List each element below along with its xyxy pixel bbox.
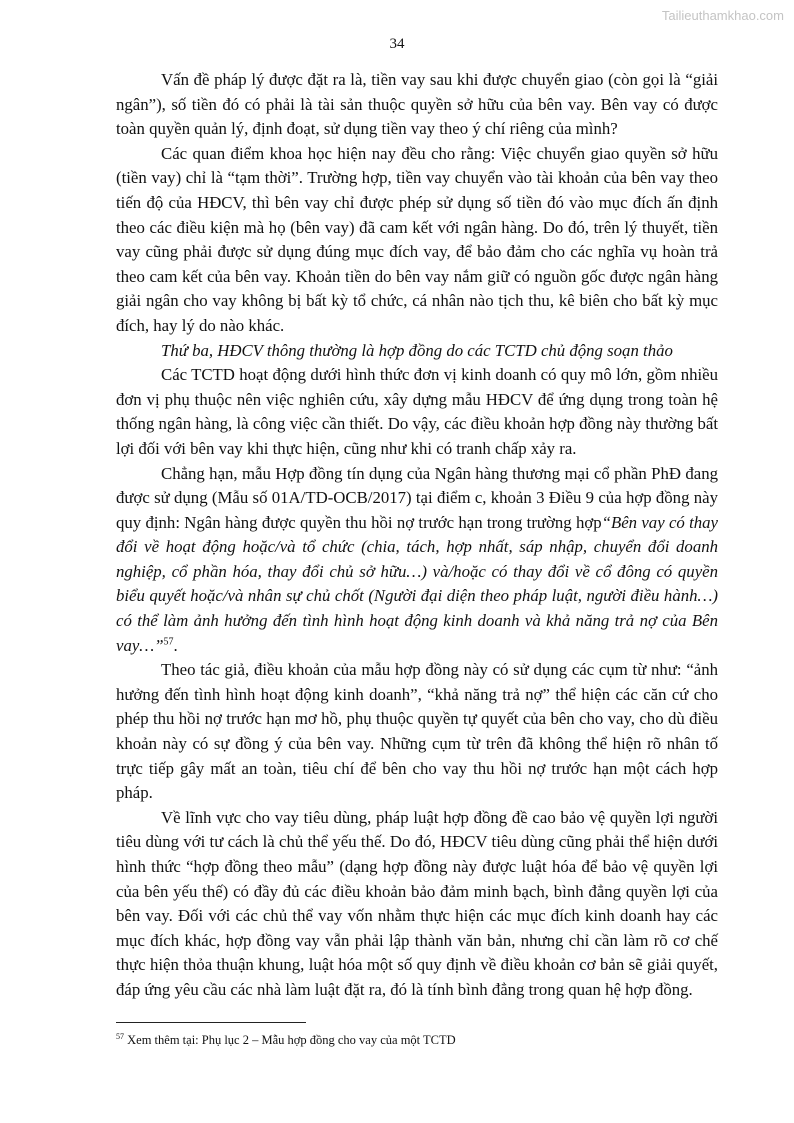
sentence-end: . (173, 635, 178, 655)
footnote (116, 1033, 718, 1048)
paragraph-contract-example (116, 462, 718, 659)
footnote-divider (116, 1022, 306, 1023)
watermark: Tailieuthamkhao.com (661, 8, 784, 23)
footnote-text: Xem thêm tại: Phụ lục 2 – Mẫu hợp đồng cho vay của một TCTD (124, 1033, 456, 1047)
section-heading-third: Thứ ba, HĐCV thông thường là hợp đồng do các TCTD chủ động soạn thảo (161, 340, 673, 360)
footnote-number: 57 (116, 1031, 124, 1041)
paragraph-legal-issue: Vấn đề pháp lý được đặt ra là, tiền vay sau khi được chuyển giao (còn gọi là “giải ngân”), số tiền đó có phải là tài sản thuộc quyền sở hữu của bên vay. Bên vay có được toàn quyền quản lý, định đoạt, sử dụng tiền vay theo ý chí riêng của mình? (116, 70, 718, 139)
footnote-reference[interactable]: 57 (163, 636, 174, 648)
contract-quote: “Bên vay có thay đổi về hoạt động hoặc/và tổ chức (chia, tách, hợp nhất, sáp nhập, chuyển đổi doanh nghiệp, cổ phần hóa, thay đổi chủ sở hữu…) và/hoặc có thay đổi về cổ đông có quyền biểu quyết hoặc/và nhân sự chủ chốt (Người đại diện theo pháp luật, người điều hành…) có thể làm ảnh hưởng đến tình hình hoạt động kinh doanh và khả năng trả nợ của Bên vay…” (116, 512, 718, 655)
page-number: 34 (389, 36, 405, 52)
paragraph-credit-institutions: Các TCTD hoạt động dưới hình thức đơn vị kinh doanh có quy mô lớn, gồm nhiều đơn vị phụ thuộc nên việc nghiên cứu, xây dựng mẫu HĐCV để ứng dụng trong toàn hệ thống ngân hàng, là công việc cần thiết. Do vậy, các điều khoản hợp đồng này thường bất lợi đối với bên vay khi thực hiện, cũng như khi có tranh chấp xảy ra. (116, 365, 718, 458)
paragraph-author-opinion: Theo tác giả, điều khoản của mẫu hợp đồng này có sử dụng các cụm từ như: “ảnh hưởng đến tình hình hoạt động kinh doanh”, “khả năng trả nợ” thể hiện các căn cứ cho phép thu hồi nợ trước hạn mơ hồ, phụ thuộc quyền tự quyết của bên cho vay, cho dù điều khoản này có sự đồng ý của bên vay. Những cụm từ trên đã không thể hiện rõ nhân tố trực tiếp gây mất an toàn, tiêu chí để bên cho vay thu hồi nợ trước hạn một cách hợp pháp. (116, 660, 718, 803)
paragraph-consumer-lending: Về lĩnh vực cho vay tiêu dùng, pháp luật hợp đồng đề cao bảo vệ quyền lợi người tiêu dùng với tư cách là chủ thể yếu thế. Do đó, HĐCV tiêu dùng cũng phải thể hiện dưới hình thức “hợp đồng theo mẫu” (dạng hợp đồng này được luật hóa để bảo vệ quyền lợi của bên yếu thế) có đầy đủ các điều khoản bảo đảm minh bạch, bình đẳng quyền lợi của bên vay. Đối với các chủ thể vay vốn nhằm thực hiện các mục đích kinh doanh hay các mục đích khác, hợp đồng vay vẫn phải lập thành văn bản, nhưng chỉ cần làm rõ cơ chế thực hiện thỏa thuận khung, luật hóa một số quy định về điều khoản cơ bản sẽ giải quyết, đáp ứng yêu cầu các nhà làm luật đặt ra, đó là tính bình đẳng trong quan hệ hợp đồng. (116, 807, 718, 999)
example-intro: Chẳng hạn, mẫu Hợp đồng tín dụng của Ngân hàng thương mại cổ phần PhĐ đang được sử dụng (Mẫu số 01A/TD-OCB/2017) tại điểm c, khoản 3 Điều 9 của hợp đồng này quy định: Ngân hàng được quyền thu hồi nợ trước hạn trong trường hợp (116, 463, 718, 532)
body-text (116, 68, 718, 1003)
paragraph-scientific-views: Các quan điểm khoa học hiện nay đều cho rằng: Việc chuyển giao quyền sở hữu (tiền vay) chỉ là “tạm thời”. Trường hợp, tiền vay chuyển vào tài khoản của bên vay theo tiến độ của HĐCV, thì bên vay chỉ được phép sử dụng số tiền đó vào mục đích ấn định theo các điều kiện mà họ (bên vay) đã cam kết với ngân hàng. Do đó, trên lý thuyết, tiền vay cũng phải được sử dụng đúng mục đích vay, để bảo đảm cho các nghĩa vụ hoàn trả theo cam kết của bên vay. Khoản tiền do bên vay nắm giữ có nguồn gốc được ngân hàng giải ngân cho vay không bị bất kỳ tổ chức, cá nhân nào tịch thu, kê biên cho bất kỳ mục đích, hay lý do nào khác. (116, 143, 718, 335)
